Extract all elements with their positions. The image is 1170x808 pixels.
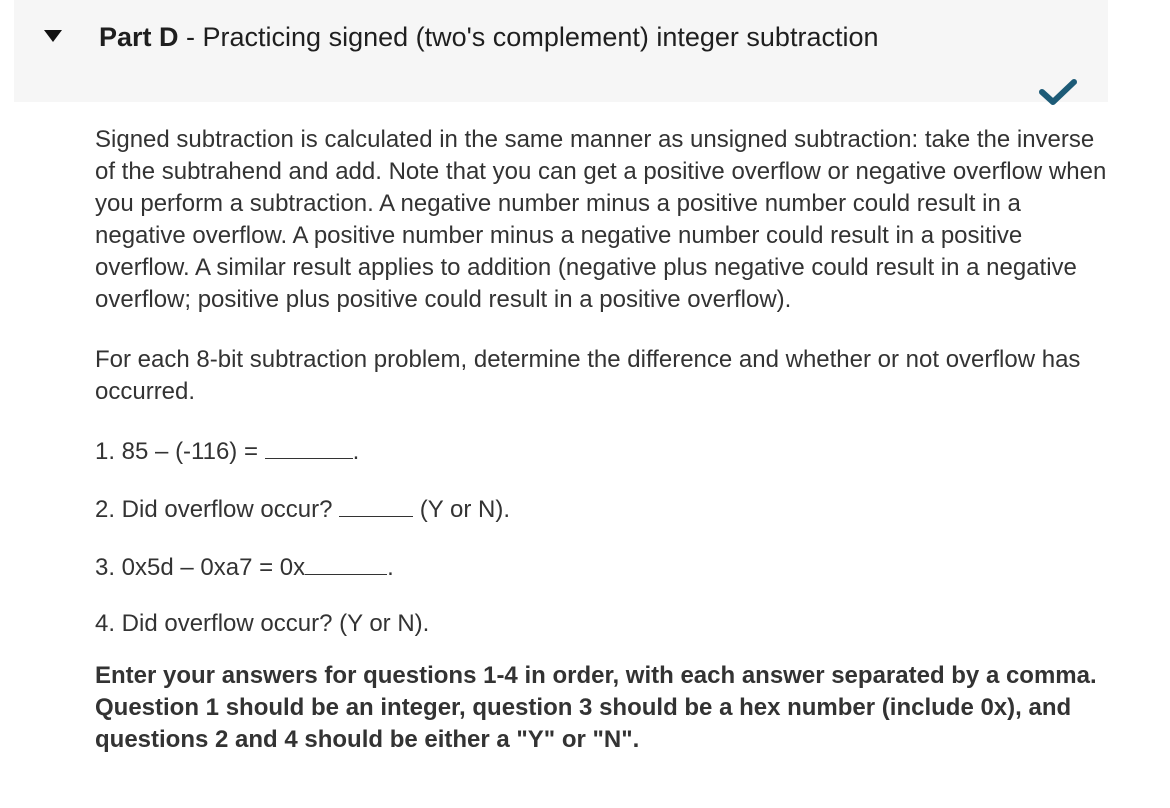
instructions-paragraph: For each 8-bit subtraction problem, determine the difference and whether or not overflow has occurred. <box>95 346 1081 405</box>
part-content <box>95 124 1115 756</box>
question-4-text: 4. Did overflow occur? (Y or N). <box>95 610 430 637</box>
question-3-suffix: . <box>387 554 394 581</box>
part-separator: - <box>178 22 203 52</box>
intro-paragraph: Signed subtraction is calculated in the same manner as unsigned subtraction: take the inverse of the subtrahend and add. Note that you can get a positive overflow or negative overflow when you perform a subtraction. A negative number minus a positive number could result in a negative overflow. A positive number minus a negative number could result in a positive overflow. A similar result applies to addition (negative plus negative could result in a negative overflow; positive plus positive could result in a positive overflow). <box>95 126 1107 313</box>
part-label: Part D <box>99 22 179 52</box>
question-3 <box>95 550 1115 608</box>
question-4 <box>95 608 1115 666</box>
question-2-suffix: (Y or N). <box>413 496 511 523</box>
part-title <box>99 20 879 54</box>
question-3-blank <box>305 550 387 575</box>
part-header[interactable] <box>14 0 1108 102</box>
question-2-blank <box>339 492 413 517</box>
question-2 <box>95 492 1115 550</box>
part-title-text: Practicing signed (two's complement) integer subtraction <box>202 22 879 52</box>
question-2-text: 2. Did overflow occur? <box>95 496 340 523</box>
check-icon <box>1038 78 1078 106</box>
question-1-text: 1. 85 – (-116) = <box>95 438 265 465</box>
question-3-text: 3. 0x5d – 0xa7 = 0x <box>95 554 306 581</box>
final-instruction: Enter your answers for questions 1-4 in order, with each answer separated by a comma. Question 1 should be an integer, question 3 should be a hex number (include 0x), and questions 2 and 4 should be either a "Y" or "N". <box>95 662 1097 753</box>
question-1-suffix: . <box>352 438 360 465</box>
question-1-blank <box>265 434 353 459</box>
triangle-down-icon[interactable] <box>42 28 64 44</box>
question-1 <box>95 434 1115 492</box>
